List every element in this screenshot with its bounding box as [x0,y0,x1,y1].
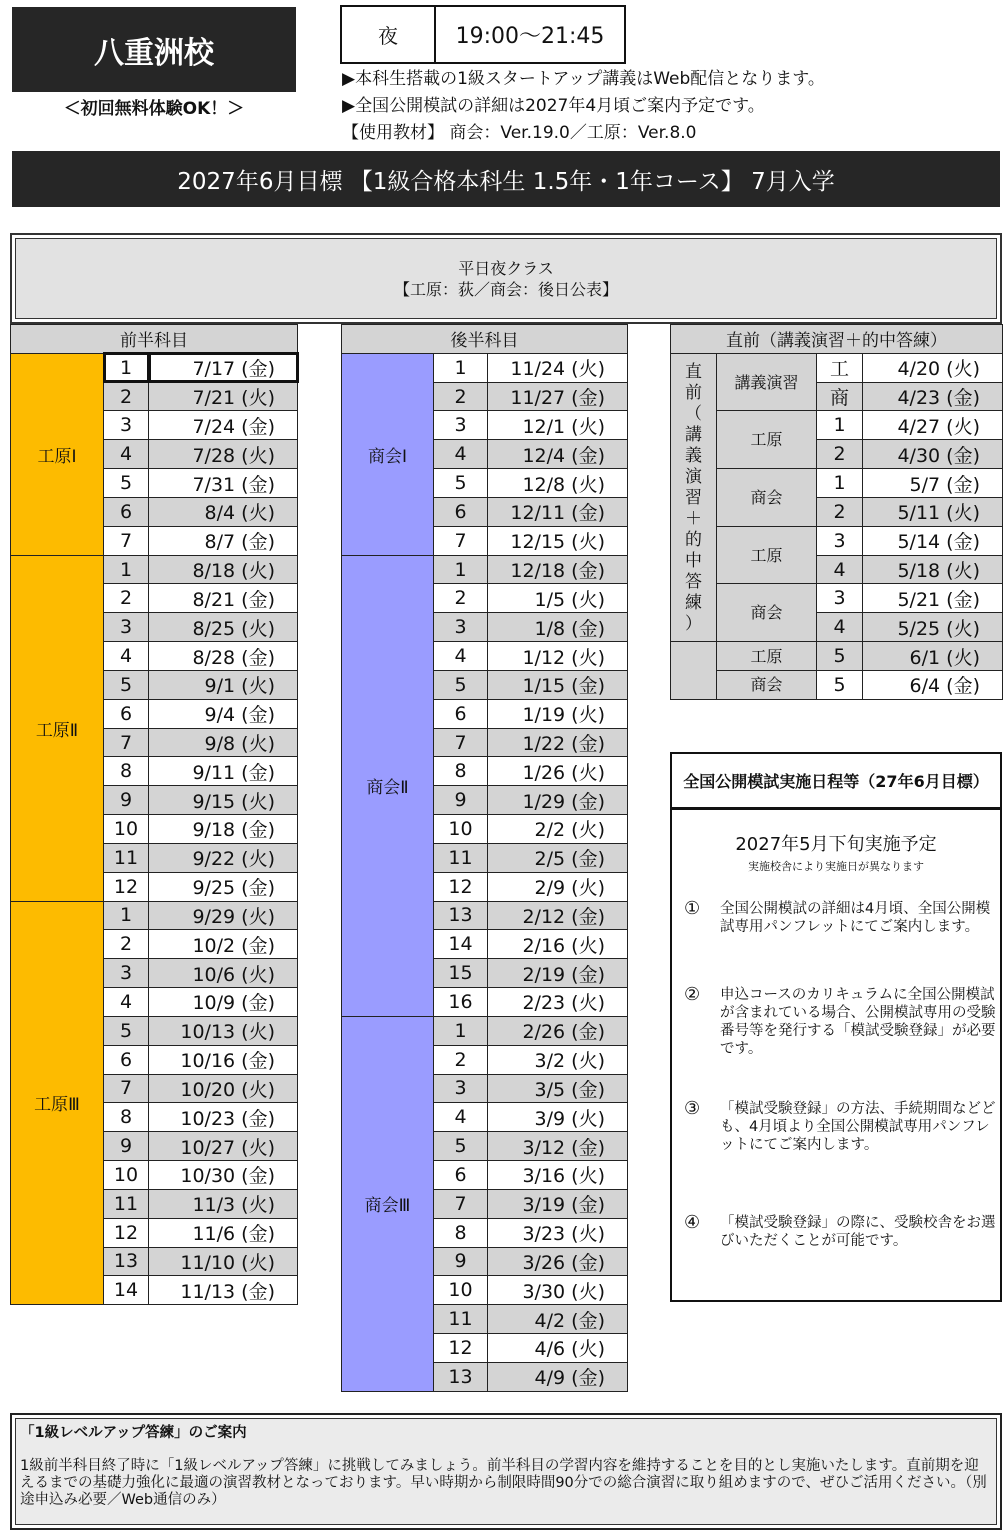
session-date: 5/14 (金) [863,526,1003,555]
session-date: 10/6 (火) [149,959,298,988]
session-number: 16 [434,988,488,1017]
levelup-title: 「1級レベルアップ答練」のご案内 [20,1425,247,1441]
session-date: 3/2 (火) [488,1045,628,1074]
session-number: 1 [817,469,863,498]
session-date: 2/16 (火) [488,930,628,959]
session-number: 7 [434,1189,488,1218]
session-number: 12 [104,872,149,901]
schedule-row [342,555,628,584]
session-number: 3 [104,959,149,988]
session-number: 4 [434,1103,488,1132]
session-number: 5 [817,670,863,699]
session-number: 2 [434,1045,488,1074]
session-date: 4/20 (火) [863,353,1003,382]
session-number: 5 [104,670,149,699]
final-side-label [671,353,717,641]
session-date: 11/24 (火) [488,353,628,382]
schedule-row [671,526,1003,555]
session-number: 6 [104,699,149,728]
session-number: 1 [104,353,149,382]
session-number: 4 [104,988,149,1017]
session-number: 商 [817,382,863,411]
school-name: 八重洲校 [94,35,214,71]
session-date: 9/18 (金) [149,815,298,844]
session-number: 5 [104,469,149,498]
session-number: 9 [434,786,488,815]
subject-group-label: 商会 [717,584,817,642]
subject-group-label: 工原Ⅱ [11,555,104,901]
session-number: 10 [434,1276,488,1305]
session-date: 3/26 (金) [488,1247,628,1276]
session-date: 5/18 (火) [863,555,1003,584]
session-number: 8 [104,1103,149,1132]
mock-exam-title: 全国公開模試実施日程等（27年6月目標） [672,754,1000,810]
session-number: 5 [104,1016,149,1045]
final-side-char: ） [685,613,702,634]
note-line: 【使用教材】 商会：Ver.19.0／工原：Ver.8.0 [342,123,697,143]
session-date: 2/19 (金) [488,959,628,988]
session-date: 12/11 (金) [488,497,628,526]
session-date: 9/1 (火) [149,670,298,699]
session-date: 7/31 (金) [149,469,298,498]
session-date: 11/27 (金) [488,382,628,411]
mock-exam-item: ③ 「模試受験登録」の方法、手続期間などども、4月頃より全国公開模試専用パンフレットにてご案内します。 [684,1098,996,1153]
session-number: 7 [434,526,488,555]
session-number: 2 [434,584,488,613]
session-number: 7 [104,1074,149,1103]
session-date: 5/21 (金) [863,584,1003,613]
course-banner: 2027年6月目標 【1級合格本科生 1.5年・1年コース】 7月入学 [12,151,1000,207]
session-number: 10 [434,815,488,844]
session-date: 4/9 (金) [488,1362,628,1391]
session-date: 2/12 (金) [488,901,628,930]
session-number: 2 [817,440,863,469]
session-number: 8 [104,757,149,786]
class-title: 平日夜クラス [458,258,554,278]
session-number: 7 [434,728,488,757]
subject-group-label: 商会Ⅲ [342,1016,434,1391]
subject-group-label: 工原Ⅲ [11,901,104,1305]
session-number: 12 [434,1333,488,1362]
session-date: 1/15 (金) [488,670,628,699]
session-number: 9 [434,1247,488,1276]
session-date: 12/1 (火) [488,411,628,440]
session-number: 8 [434,757,488,786]
note-line: ▶全国公開模試の詳細は2027年4月頃ご案内予定です。 [342,96,765,116]
session-number: 9 [104,1132,149,1161]
session-date: 10/9 (金) [149,988,298,1017]
subject-group-label: 商会Ⅱ [342,555,434,1016]
session-date: 7/24 (金) [149,411,298,440]
session-number: 3 [104,613,149,642]
session-number: 6 [104,1045,149,1074]
time-box [340,5,626,64]
note-line: ▶本科生搭載の1級スタートアップ講義はWeb配信となります。 [342,69,825,89]
session-number: 6 [434,1161,488,1190]
session-number: 9 [104,786,149,815]
mock-exam-box [670,752,1002,1302]
final-schedule-table [670,324,1003,700]
mock-exam-item: ① 全国公開模試の詳細は4月頃、全国公開模試専用パンフレットにてご案内します。 [684,898,991,935]
final-side-char: 講 [685,424,702,445]
session-number: 12 [104,1218,149,1247]
session-number: 2 [104,930,149,959]
final-side-char: 練 [685,592,702,613]
session-number: 1 [434,555,488,584]
session-date: 2/26 (金) [488,1016,628,1045]
session-number: 15 [434,959,488,988]
session-number: 5 [434,469,488,498]
session-date: 1/5 (火) [488,584,628,613]
session-date: 4/30 (金) [863,440,1003,469]
subject-group-label: 商会 [717,670,817,699]
session-date: 10/30 (金) [149,1161,298,1190]
class-instructors: 【工原：荻／商会：後日公表】 [393,279,618,299]
session-date: 6/1 (火) [863,642,1003,671]
session-date: 8/25 (火) [149,613,298,642]
session-number: 4 [817,555,863,584]
session-date: 5/11 (火) [863,497,1003,526]
subject-group-label: 工原 [717,411,817,469]
session-number: 5 [434,670,488,699]
schedule-row [671,353,1003,382]
first-half-header: 前半科目 [11,325,298,354]
session-number: 8 [434,1218,488,1247]
session-number: 2 [817,497,863,526]
session-number: 6 [434,497,488,526]
session-number: 4 [434,440,488,469]
schedule-row [671,670,1003,699]
session-date: 11/10 (火) [149,1247,298,1276]
session-date: 1/19 (火) [488,699,628,728]
session-number: 3 [104,411,149,440]
session-date: 2/2 (火) [488,815,628,844]
session-date: 9/25 (金) [149,872,298,901]
mock-exam-item: ② 申込コースのカリキュラムに全国公開模試が含まれている場合、公開模試専用の受験番号等を発行する「模試受験登録」が必要です。 [684,984,996,1057]
session-date: 12/18 (金) [488,555,628,584]
trial-note: ＜初回無料体験OK！＞ [63,99,245,119]
session-date: 3/23 (火) [488,1218,628,1247]
subject-group-label: 商会Ⅰ [342,353,434,555]
session-date: 1/12 (火) [488,642,628,671]
session-number: 3 [434,1074,488,1103]
session-date: 10/16 (金) [149,1045,298,1074]
session-date: 11/13 (金) [149,1276,298,1305]
session-number: 6 [434,699,488,728]
session-date: 4/6 (火) [488,1333,628,1362]
session-number: 14 [434,930,488,959]
session-number: 4 [434,642,488,671]
session-date: 2/9 (火) [488,872,628,901]
time-value: 19:00～21:45 [455,24,605,49]
session-number: 1 [434,1016,488,1045]
session-number: 11 [104,1189,149,1218]
school-name-box [12,7,296,92]
session-number: 4 [104,440,149,469]
schedule-row [342,353,628,382]
session-number: 14 [104,1276,149,1305]
session-date: 7/28 (火) [149,440,298,469]
session-date: 1/8 (金) [488,613,628,642]
session-date: 12/15 (火) [488,526,628,555]
session-date: 10/20 (火) [149,1074,298,1103]
session-date: 3/12 (金) [488,1132,628,1161]
session-number: 5 [434,1132,488,1161]
second-half-schedule-table [341,324,628,1392]
session-number: 3 [817,584,863,613]
session-number: 11 [434,843,488,872]
final-side-char: 演 [685,466,702,487]
session-number: 7 [104,526,149,555]
session-date: 9/4 (金) [149,699,298,728]
notes [342,66,997,147]
session-number: 2 [104,584,149,613]
levelup-body: 1級前半科目終了時に「1級レベルアップ答練」に挑戦してみましょう。前半科目の学習内容を維持することを目的とし実施いたします。直前期を迎えるまでの基礎力強化に最適の演習教材となっております。早い時期から制限時間90分での総合演習に取り組めますので、ぜひご活用ください。（別途申込み必要／Web通信のみ） [20,1458,987,1508]
session-number: 11 [434,1305,488,1334]
second-half-header: 後半科目 [342,325,628,354]
final-side-char: （ [685,403,702,424]
mock-exam-subnote: 実施校舎により実施日が異なります [748,860,924,873]
session-date: 8/4 (火) [149,497,298,526]
session-number: 6 [104,497,149,526]
session-number: 工 [817,353,863,382]
lecture-practice-label: 講義演習 [717,353,817,411]
schedule-row [11,353,298,382]
session-number: 1 [434,353,488,382]
session-number: 2 [104,382,149,411]
session-date: 7/21 (火) [149,382,298,411]
session-number: 12 [434,872,488,901]
session-date: 8/21 (金) [149,584,298,613]
session-date: 8/18 (火) [149,555,298,584]
final-side-char: 義 [685,445,702,466]
session-date: 4/2 (金) [488,1305,628,1334]
session-number: 13 [434,901,488,930]
session-number: 10 [104,815,149,844]
session-date: 11/3 (火) [149,1189,298,1218]
class-header [10,233,1002,324]
session-date: 7/17 (金) [149,353,298,382]
session-date: 10/23 (金) [149,1103,298,1132]
session-number: 1 [817,411,863,440]
session-number: 4 [817,613,863,642]
session-date: 3/16 (火) [488,1161,628,1190]
schedule-row [11,901,298,930]
session-date: 12/8 (火) [488,469,628,498]
schedule-row [671,411,1003,440]
final-side-char: 中 [685,550,702,571]
session-date: 1/29 (金) [488,786,628,815]
session-date: 9/8 (火) [149,728,298,757]
final-side-blank [671,642,717,700]
subject-group-label: 工原 [717,526,817,584]
session-date: 4/23 (金) [863,382,1003,411]
subject-group-label: 商会 [717,469,817,527]
session-date: 3/19 (金) [488,1189,628,1218]
final-side-char: ＋ [685,508,702,529]
schedule-row [11,555,298,584]
session-number: 3 [817,526,863,555]
subject-group-label: 工原 [717,642,817,671]
session-date: 11/6 (金) [149,1218,298,1247]
levelup-box [10,1413,1002,1530]
session-date: 3/5 (金) [488,1074,628,1103]
session-number: 1 [104,901,149,930]
session-date: 1/22 (金) [488,728,628,757]
session-date: 9/15 (火) [149,786,298,815]
session-number: 13 [434,1362,488,1391]
mock-exam-date: 2027年5月下旬実施予定 [735,834,937,855]
session-date: 10/27 (火) [149,1132,298,1161]
session-number: 10 [104,1161,149,1190]
session-date: 3/30 (火) [488,1276,628,1305]
session-number: 11 [104,843,149,872]
first-half-schedule-table [10,324,298,1305]
schedule-row [671,469,1003,498]
session-date: 9/11 (金) [149,757,298,786]
schedule-row [671,642,1003,671]
session-number: 4 [104,642,149,671]
final-side-char: 的 [685,529,702,550]
final-header: 直前（講義演習＋的中答練） [671,325,1003,354]
final-side-char: 前 [685,382,702,403]
session-date: 10/2 (金) [149,930,298,959]
subject-group-label: 工原Ⅰ [11,353,104,555]
session-date: 6/4 (金) [863,670,1003,699]
final-side-char: 直 [685,361,702,382]
final-side-char: 答 [685,571,702,592]
session-date: 5/25 (火) [863,613,1003,642]
session-date: 10/13 (火) [149,1016,298,1045]
session-date: 2/23 (火) [488,988,628,1017]
mock-exam-item: ④ 「模試受験登録」の際に、受験校舎をお選びいただくことが可能です。 [684,1212,996,1249]
schedule-row [342,1016,628,1045]
session-number: 1 [104,555,149,584]
session-date: 8/7 (金) [149,526,298,555]
session-number: 13 [104,1247,149,1276]
schedule-row [671,584,1003,613]
session-number: 3 [434,613,488,642]
session-date: 3/9 (火) [488,1103,628,1132]
time-label: 夜 [342,7,436,62]
session-date: 9/22 (火) [149,843,298,872]
session-number: 2 [434,382,488,411]
session-date: 9/29 (火) [149,901,298,930]
session-date: 5/7 (金) [863,469,1003,498]
session-number: 7 [104,728,149,757]
session-date: 1/26 (火) [488,757,628,786]
final-side-char: 習 [685,487,702,508]
session-number: 3 [434,411,488,440]
session-date: 2/5 (金) [488,843,628,872]
session-number: 5 [817,642,863,671]
session-date: 4/27 (火) [863,411,1003,440]
session-date: 12/4 (金) [488,440,628,469]
session-date: 8/28 (金) [149,642,298,671]
